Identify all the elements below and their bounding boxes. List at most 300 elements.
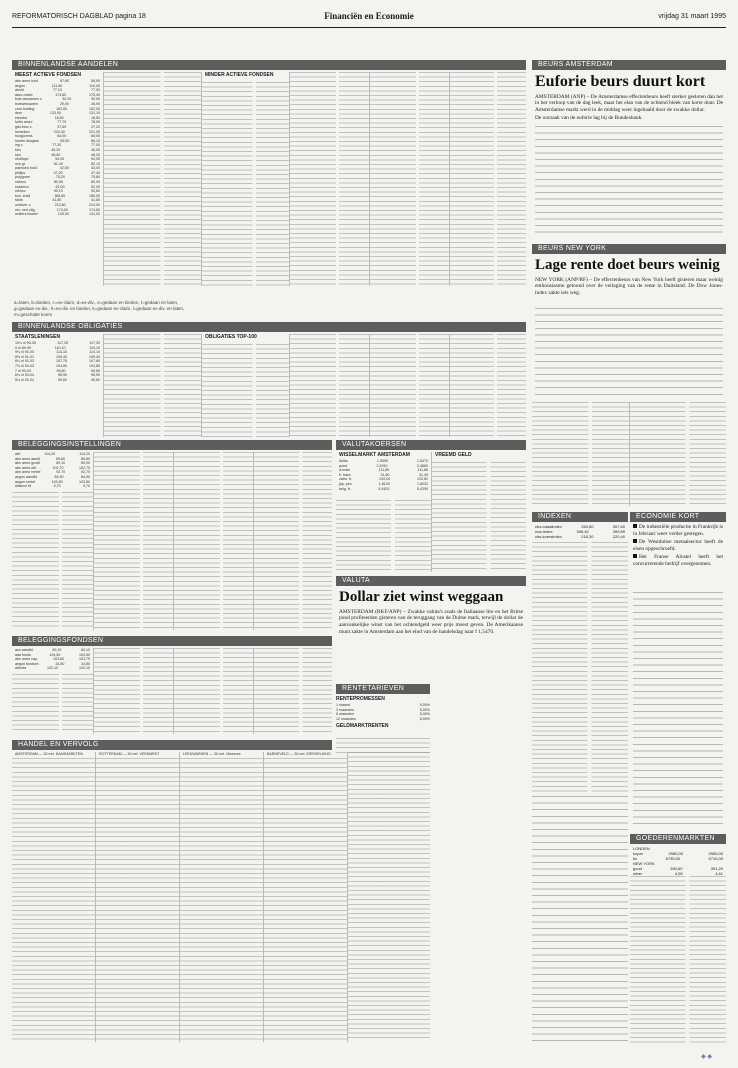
obligaties-col-4 [290,334,370,437]
instellingen-cell: 92,70 [81,470,90,475]
aandelen-cell: 80,90 [91,180,100,185]
indexen-cell: cbs-totaalindex [535,524,562,529]
indexen-panel [532,512,628,792]
aandelen-cell: 133,90 [49,111,61,116]
aandelen-cell: 221,00 [89,129,100,134]
valuta-cell: dollar [339,459,348,463]
instellingen-col-3 [174,452,254,630]
table-text [532,402,629,506]
valutakoersen-block [336,452,526,574]
table-text [174,648,253,734]
aandelen-cell: pakhoed hold. [15,166,38,171]
page-header [12,11,726,23]
obligaties-cell: 110,10 [89,345,100,350]
instellingen-cell: 89,60 [80,456,90,461]
aandelen-col-4 [290,72,370,286]
handel-snippet-3: LEEUWARDEN — 30 mrt. Vleesvee [183,752,241,756]
aandelen-cell: 81,40 [53,161,63,166]
minder-actief-label: MINDER ACTIEVE FONDSEN [205,72,274,78]
aandelen-cell: 141,00 [89,212,100,217]
aandelen-cell: 52,00 [90,184,100,189]
aandelen-cell: 77,70 [57,120,67,125]
obligaties-col-1 [12,334,104,437]
rente-cell: 5,00% [419,716,430,721]
table-text [94,648,173,734]
obligaties-cell: 109,40 [55,354,67,359]
aandelen-cell: 102,00 [88,106,100,111]
beurs-new-york-text [535,308,723,396]
rente-row [336,717,430,722]
aandelen-cell: 65,00 [91,134,100,139]
aandelen-cell: wolters kluwer [15,212,38,217]
aandelen-cell: 28,90 [91,101,100,106]
aandelen-col-5 [370,72,450,286]
instellingen-cell: 84,90 [54,474,64,479]
fondsen-cell: 104,50 [49,652,61,657]
rentetarieven-block [336,696,430,756]
table-text [336,500,431,572]
valuta-cell: jap. yen [339,481,352,486]
beleggingsfondsen-block [12,648,332,736]
table-text [174,452,253,630]
obligaties-cell: 9¾ nl 90-00 [15,350,34,355]
goederen-cell: zilver [633,871,643,876]
obligaties-cell: 90,60 [90,377,100,382]
instellingen-col-1 [12,452,94,630]
aandelen-cell: rolinco [15,189,26,194]
aandelen-cell: elsevier [15,115,28,120]
aandelen-cell: 18,50 [54,115,64,120]
instellingen-cell: 103,50 [51,479,63,484]
economie-kort-item [633,554,723,567]
fondsen-cell: abn amro cap. [15,657,38,662]
aandelen-cell: 75,80 [91,175,100,180]
aandelen-cell: 77,10 [52,88,62,93]
table-text [630,876,726,1044]
goederen-cell: tin [633,856,638,861]
aandelen-cell: 57,60 [59,79,69,83]
obligaties-cell: 7¾ nl 93-03 [15,363,34,368]
obligaties-cell: 90,60 [57,377,67,382]
instellingen-cell: 102,70 [52,465,64,470]
aandelen-cell: 78,00 [90,120,100,125]
header-rule [12,27,726,28]
beurs-amsterdam-kicker: BEURS AMSTERDAM [532,60,726,70]
aandelen-cell: fortis amev [15,120,33,125]
rente-rows [336,703,430,721]
obligaties-cell: 96,90 [90,373,100,378]
section-rentetarieven: RENTETARIEVEN [336,684,430,694]
aandelen-cell: 75,20 [55,175,65,180]
indexen-kicker: INDEXEN [532,512,628,522]
goederen-cell: 5735,00 [665,856,681,861]
aandelen-cell: 46,60 [51,152,61,157]
bullet-icon [633,524,637,528]
beurs-amsterdam-article [532,60,726,240]
instellingen-rows [15,452,90,489]
obligaties-cell: 6¾ nl 94-04 [15,373,34,378]
goederenmarkten-panel [630,834,726,1044]
obligaties-cell: 7 nl 93-03 [15,368,31,373]
valuta-cell: belg. fr. [339,486,351,491]
handel-text [348,752,430,1042]
fondsen-cell: aegon fondsen [15,661,39,666]
meest-actief-label: MEEST ACTIEVE FONDSEN [15,72,81,78]
beurs-amsterdam-body: De oorzaak van de euforie lag bij de Bundesbank. [535,114,643,121]
aandelen-cell: 214,00 [88,203,100,208]
aandelen-legend: a=laten, b=bieden, c=ex-claim, d=ex-div., e=gedaan en bieden, f=gedaan en laten, g=gedaan ex-div., h=ex-div. en bieden, k=gedaan ex-claim, l=gedaan ex-div. en laten, m=geschatte koers [14,300,185,317]
instellingen-col-4 [254,452,332,630]
valuta-cell: zwits. fr. [339,477,352,482]
valuta-col-1 [336,452,432,572]
aandelen-row [15,212,100,217]
goederen-cell: koper [633,851,644,856]
indexen-row [535,534,625,539]
right-lower-text [532,796,628,1044]
goederen-cell: 2965,00 [708,851,723,856]
obligaties-cell: 114,15 [56,350,67,355]
valuta-cell: 1,5470 [416,459,428,463]
handel-text [180,758,263,1042]
aandelen-cell: bolswessanen [15,101,38,106]
aandelen-cell: 82,10 [90,161,100,166]
table-text [290,72,369,286]
table-text [532,542,628,792]
instellingen-cell: alliance fd [15,484,32,489]
obligaties-cell: 104,80 [55,363,67,368]
rentepromessen-label: RENTEPROMESSEN [336,696,385,702]
goederen-cell: 390,60 [670,866,683,871]
obligaties-cell: 99,60 [56,368,66,373]
wisselmarkt-label: WISSELMARKT AMSTERDAM [339,452,410,458]
indexen-rows [532,522,628,539]
aandelen-cell: 173,60 [55,92,67,97]
obligaties-cell: 110,10 [54,345,66,350]
obligaties-cell: 107,80 [88,359,100,364]
indexen-cell: 264,60 [581,524,594,529]
aandelen-cell: 18,50 [90,115,100,120]
instellingen-row [15,484,90,489]
rente-cell: 5,00% [419,703,430,707]
beurs-new-york-lead: NEW YORK (ANP/RF) – De effectenbeurs van New York heeft gisteren maar weinig enthousiasme getoond over de verlaging van de rente in Duitsland. De Dow Jones-index zakte iets weg. [535,276,723,296]
valuta-cell: 31,60 [380,472,390,477]
aandelen-cell: gist-broc c. [15,124,33,129]
section-aandelen: BINNENLANDSE AANDELEN [12,60,526,70]
handel-col-2 [96,752,180,1042]
economie-kort-item-text: De industriële productie in Frankrijk is in februari weer verder gestegen. [633,524,723,537]
aandelen-cell: 189,00 [89,193,100,198]
valuta-cell: 111,86 [417,468,428,473]
obligaties-cell: 8¼ nl 92-02 [15,359,34,364]
fondsen-col-2 [94,648,174,734]
top-100-label: OBLIGATIES TOP-100 [205,334,257,340]
page-marker: ◆ ◆ [701,1054,712,1060]
goederen-cell: 4,61 [715,871,723,876]
aandelen-cell: 46,20 [51,147,61,152]
section-handel: HANDEL EN VERVOLG [12,740,332,750]
geldmarkt-label: GELDMARKTRENTEN [336,723,389,730]
rente-cell: 6 maanden [336,712,354,717]
table-text [202,82,289,286]
obligaties-cell: 104,80 [88,363,100,368]
aandelen-cell: 174,60 [88,207,100,212]
valuta-cell: 1,8032 [417,481,428,486]
economie-kort-kicker: ECONOMIE KORT [630,512,726,522]
instellingen-cell: abn amro aandl [15,456,40,461]
section-valutakoersen: VALUTAKOERSEN [336,440,526,450]
obligaties-cell: 99,60 [90,368,100,373]
fondsen-col-4 [254,648,332,734]
aandelen-cell: 37,20 [90,124,100,129]
valuta-row [339,487,428,492]
handel-col-3 [180,752,264,1042]
header-date: vrijdag 31 maart 1995 [658,13,726,20]
fondsen-cell: 60,10 [80,648,90,652]
aandelen-cell: hoogovens [15,134,33,139]
beurs-amsterdam-headline: Euforie beurs duurt kort [535,73,706,90]
table-text [254,452,332,630]
aandelen-cell: 140,00 [57,212,69,217]
obligaties-cell: 107,75 [55,359,67,364]
fondsen-cell: 102,10 [79,666,90,671]
aandelen-rows [15,79,100,217]
instellingen-cell: 69,10 [56,461,66,466]
valuta-rows [339,459,428,491]
aandelen-cell: 213,80 [54,203,66,208]
obligaties-col-2 [104,334,202,437]
obligaties-cell: 96,90 [57,373,67,378]
instellingen-cell: 102,70 [78,465,90,470]
instellingen-cell: 92,70 [56,470,66,475]
obligaties-rows [15,341,100,382]
aandelen-cell: 110,00 [89,83,100,88]
instellingen-cell: 9,70 [83,484,90,489]
indexen-cell: 220,40 [612,534,625,539]
obligaties-cell: 117,25 [57,341,68,345]
economie-kort-item-text: De Westduitse metaalsector heeft de eisen opgeschroefd. [633,539,723,552]
fondsen-cell: asn aandfd [15,648,33,652]
aandelen-cell: 42,60 [59,166,69,171]
valuta-kicker: VALUTA [336,576,526,586]
handel-col-5 [348,752,430,1042]
article-text [532,796,628,1044]
handel-snippet-1: AMSTERDAM — 30 mrt. KAASMARKTEN [15,752,83,756]
aandelen-cell: unilever c. [15,203,32,208]
aandelen-cell: 41,80 [90,198,100,203]
valuta-lead: AMSTERDAM (RKF/ANP) – Zwakke valuta's zoals de Italiaanse lire en het Britse pond profiteerden gisteren van de teruggang van de Duitse mark, terwijl de dollar de aanvankelijke winst van het ochtendgeld weer prijs moest geven. De Amerikaanse munt zakte in Amsterdam aan het eind van de handelsdag naar f 1,5470. [339,608,523,635]
table-text [94,452,173,630]
obligaties-block [12,334,526,437]
section-beleggingsinstellingen: BELEGGINGSINSTELLINGEN [12,440,332,450]
aandelen-col-1 [12,72,104,286]
aandelen-cell: 58,90 [90,79,100,83]
aandelen-cell: rodamco [15,184,29,189]
aandelen-cell: 41,80 [52,198,62,203]
obligaties-col-6 [450,334,526,437]
aandelen-col-3 [202,72,290,286]
fondsen-cell: alrenta [15,666,26,671]
aandelen-cell: 102,60 [56,106,68,111]
aandelen-cell: 131,10 [88,111,100,116]
aandelen-cell: kpn [15,152,21,157]
aandelen-cell: hunter douglas [15,138,39,143]
goederen-cell: 5710,00 [708,856,723,861]
aandelen-cell: 30,00 [90,97,100,102]
aandelen-cell: 66,10 [91,138,100,143]
handel-col-1 [12,752,96,1042]
aandelen-cell: 188,80 [54,193,66,198]
table-text [450,72,526,286]
aandelen-cell: oce gr. [15,161,26,166]
table-text [12,674,93,734]
aandelen-cell: polygram [15,175,30,180]
instellingen-cell: 114,20 [79,452,90,456]
instellingen-cell: 9,70 [53,484,61,489]
rente-cell: 1 maand [336,703,350,707]
bullet-icon [633,554,637,558]
header-section-title: Financiën en Economie [324,11,414,21]
aandelen-cell: 90,60 [91,189,100,194]
valuta-cell: 5,4420 [378,486,390,491]
indexen-cell: eoe-index [535,529,553,534]
beurs-new-york-article [532,244,726,398]
bullet-icon [633,539,637,543]
goederenmarkten-kicker: GOEDERENMARKTEN [630,834,726,844]
beurs-new-york-kicker: BEURS NEW YORK [532,244,726,254]
aandelen-cell: nedlloyd [15,157,29,162]
indexen-cell: 396,40 [576,529,589,534]
fondsen-cell: 102,10 [47,666,58,671]
instellingen-cell: abn amro groeif [15,461,41,466]
obligaties-col-5 [370,334,450,437]
instellingen-cell: aegon aandfd [15,474,37,479]
aandelen-cell: ing c [15,143,23,148]
aandelen-cell: 64,00 [57,134,67,139]
handel-snippet-2: ROTTERDAM — 30 mrt. VEEMARKT [99,752,160,756]
handel-snippet-4: BARNEVELD — 30 mrt. EIERVELDING [267,752,331,756]
aandelen-cell: dsm [15,111,22,116]
indexen-cell: 218,30 [581,534,594,539]
obligaties-cell: 109,40 [88,354,100,359]
fondsen-col-3 [174,648,254,734]
aandelen-cell: akzo nobel [15,92,33,97]
aandelen-cell: 175,40 [88,92,100,97]
table-text [370,334,449,437]
ny-col-1 [532,402,630,506]
section-beleggingsfondsen: BELEGGINGSFONDSEN [12,636,332,646]
valuta-cell: 111,89 [378,468,390,473]
obligaties-cell: 5¾ nl 93-04 [15,377,34,382]
aandelen-cell: 30,20 [62,97,72,102]
valuta-cell: 1,8100 [378,481,390,486]
table-text [450,334,526,437]
rente-cell: 5,00% [419,707,430,712]
aandelen-cell: 46,20 [90,152,100,157]
economie-kort-item [633,524,723,537]
beurs-new-york-headline: Lage rente doet beurs weinig [535,257,720,273]
rente-cell: 5,00% [419,712,430,717]
valuta-cell: fr. franc [339,472,351,477]
section-obligaties: BINNENLANDSE OBLIGATIES [12,322,526,332]
goederen-cell: 391,20 [710,866,723,871]
indexen-cell: cbs-koersindex [535,534,562,539]
beleggingsinstellingen-block [12,452,332,632]
fondsen-cell: 34,80 [81,661,90,666]
table-text [254,648,332,734]
aandelen-cell: 77,00 [91,143,100,148]
aandelen-cell: 47,40 [90,170,100,175]
obligaties-cell: 8½ nl 91-01 [15,354,34,359]
fondsen-cell: 34,80 [55,661,65,666]
aandelen-cell: 77,30 [52,143,62,148]
valuta-article [336,576,526,680]
table-text [104,72,201,286]
aandelen-cell: 80,50 [54,180,63,185]
valuta-col-2 [432,452,526,572]
ny-col-2 [630,402,726,506]
beurs-amsterdam-text [535,126,723,238]
beurs-amsterdam-lead: AMSTERDAM (ANP) – De Amsterdamse effectenbeurs heeft sterker gesloten dan het in het verloop van de dag leek, maar het elan van de ochtend bleek van korte duur. De Amsterdamse markt werd in de middag weer ingehaald door de zwakke dollar. [535,93,723,113]
table-text [290,334,369,437]
aandelen-cell: kon. shell [15,193,31,198]
obligaties-col-3 [202,334,290,437]
aandelen-cell: aegon [15,83,25,88]
instellingen-cell: 89,60 [55,456,65,461]
valuta-headline: Dollar ziet winst weggaan [339,589,504,605]
aandelen-col-6 [450,72,526,286]
handel-text [264,758,347,1042]
aandelen-cell: 90,10 [53,189,63,194]
obligaties-cell: 10¼ nl 90-00 [15,341,36,345]
fondsen-cell: 103,70 [78,657,90,662]
valuta-cell: 2,4910 [376,463,388,468]
instellingen-cell: abf [15,452,20,456]
obligaties-cell: 117,30 [89,341,100,345]
aandelen-cell: 46,00 [91,147,100,152]
aandelen-cell: 77,00 [90,88,100,93]
valuta-cell: 134,04 [378,477,390,482]
rente-cell: 3 maanden [336,707,354,712]
indexen-cell: 267,60 [612,524,625,529]
instellingen-cell: abn amro rentef [15,470,41,475]
handel-text [12,758,95,1042]
table-text [12,492,93,630]
economie-kort-panel [630,512,726,830]
aandelen-block [12,72,526,292]
rente-cell: 12 maanden [336,716,356,721]
economie-kort-item-text: Het Franse Alcatel heeft het concurrerende bedrijf overgenomen. [633,554,723,567]
instellingen-cell: 69,00 [80,461,90,466]
aandelen-cell: 52,00 [55,184,65,189]
economie-kort-text [633,592,723,828]
aandelen-koersen-table [532,402,726,508]
aandelen-cell: 111,80 [51,83,63,88]
aandelen-cell: klm [15,147,21,152]
staatsleningen-label: STAATSLENINGEN [15,334,61,340]
valuta-cell: 1,5500 [376,459,388,463]
table-text [432,462,526,572]
aandelen-cell: abn amro hold [15,79,38,83]
aandelen-cell: 54,90 [90,157,100,162]
indexen-cell: 399,89 [612,529,625,534]
goederen-cell: LONDEN [633,846,650,851]
valuta-cell: d-mark [339,468,351,473]
aandelen-cell: 37,60 [57,124,67,129]
fondsen-cell: 104,50 [78,652,90,657]
obligaties-row [15,378,100,383]
handel-text [96,758,179,1042]
fondsen-cell: aaa fonds [15,652,31,657]
